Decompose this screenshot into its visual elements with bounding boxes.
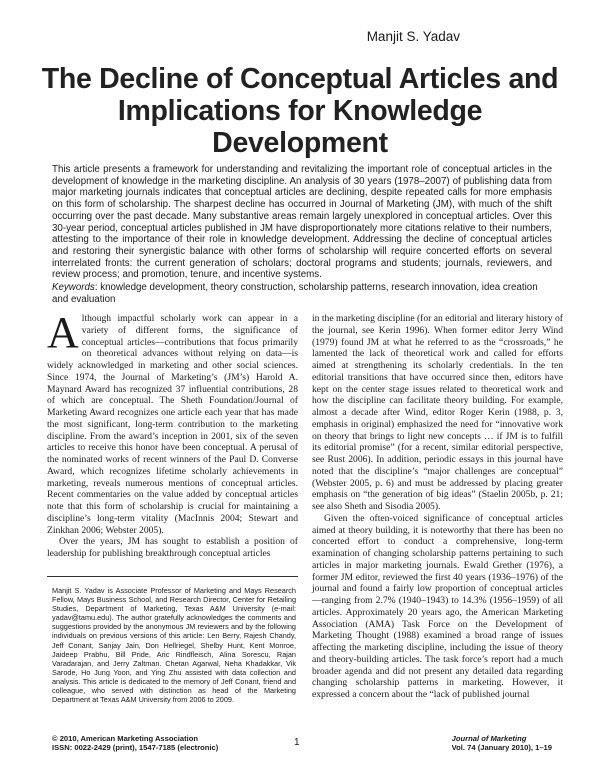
copyright-line: © 2010, American Marketing Association xyxy=(52,734,198,743)
footer-right xyxy=(452,734,552,753)
article-title: The Decline of Conceptual Articles and Implications for Knowledge Development xyxy=(41,63,559,159)
page-number: 1 xyxy=(294,737,300,748)
paragraph-text: lthough impactful scholarly work can appear in a variety of different forms, the significance of conceptual articles—contributions that focus primarily on theoretical advances without relying on data—is widely acknowledged in marketing and other social sciences. Since 1974, the Journal of Marketing’s (JM’s) Harold A. Maynard Award has recognized 37 influential contributions, 28 of which are conceptual. The Sheth Foundation/Journal of Marketing Award recognizes one article each year that has made the most significant, long-term contribution to the marketing discipline. From the award’s inception in 2001, six of the seven articles to receive this honor have been conceptual. A perusal of the nominated works of recent winners of the Paul D. Converse Award, which recognizes lifetime scholarly achievements in marketing, reveals numerous mentions of conceptual articles. Recent commentaries on the value added by conceptual articles note that this form of scholarship is crucial for maintaining a discipline’s long-term vitality (MacInnis 2004; Stewart and Zinkhan 2006; Webster 2005). xyxy=(47,313,298,536)
issn-line: ISSN: 0022-2429 (print), 1547-7185 (electronic) xyxy=(52,743,219,753)
volume-line: Vol. 74 (January 2010), 1–19 xyxy=(451,743,552,753)
body-column-left xyxy=(47,308,298,560)
footer-left xyxy=(52,734,218,753)
body-paragraph xyxy=(47,308,298,536)
author-name: Manjit S. Yadav xyxy=(366,29,460,44)
abstract: This article presents a framework for understanding and revitalizing the important role of conceptual articles in the development of knowledge in the marketing discipline. An analysis of 30 years (1978–2007) of publishing data from major marketing journals indicates that conceptual articles are declining, despite repeated calls for more emphasis on this form of scholarship. The sharpest decline has occurred in Journal of Marketing (JM), with much of the shift occurring over the past decade. Many substantive areas remain largely unexplored in conceptual articles. Over this 30-year period, conceptual articles published in JM have disproportionately more citations relative to their numbers, attesting to the importance of their role in knowledge development. Addressing the decline of conceptual articles and restoring their synergistic balance with other forms of scholarship will require concerted efforts on several interrelated fronts: the current generation of scholars; doctoral programs and students; journals, reviewers, and review process; and promotion, tenure, and incentive systems. xyxy=(52,164,552,281)
footnote-divider xyxy=(47,576,298,577)
body-column-right xyxy=(312,313,563,701)
keywords: Keywords: knowledge development, theory construction, scholarship patterns, research innovation, idea creation and evaluation xyxy=(52,282,538,305)
keywords-label: Keywords xyxy=(52,282,95,293)
keywords-text: knowledge development, theory construction, scholarship patterns, research innovation, idea creation and evaluation xyxy=(52,282,538,305)
body-paragraph: in the marketing discipline (for an editorial and literary history of the journal, see Kerin 1996). When former editor Jerry Wind (1979) found JM at what he referred to as the “crossroads,” he lamented the lack of theoretical work and called for efforts aimed at strengthening its scholarly credentials. In the ten editorial transitions that have occurred since then, editors have kept on the center stage issues related to theoretical work and how the discipline can facilitate theory building. For example, almost a decade after Wind, editor Roger Kerin (1988, p. 3, emphasis in original) emphasized the need for “innovative work on theory that brings to light new concepts … if JM is to fulfill its editorial promise” (for a recent, similar editorial perspective, see Rust 2006). In addition, periodic essays in this journal have noted that the discipline’s “major challenges are conceptual” (Webster 2005, p. 6) and must be addressed by placing greater emphasis on “the generation of big ideas” (Staelin 2005b, p. 21; see also Sheth and Sisodia 2005). xyxy=(312,313,563,512)
body-paragraph: Over the years, JM has sought to establish a position of leadership for publishing breakthrough conceptual articles xyxy=(47,536,298,559)
journal-name: Journal of Marketing xyxy=(451,734,527,743)
body-paragraph: Given the often-voiced significance of conceptual articles aimed at theory building, it is noteworthy that there has been no concerted effort to conduct a comprehensive, long-term examination of changing scholarship patterns pertaining to such articles in major marketing journals. Ewald Grether (1976), a former JM editor, reviewed the first 40 years (1936–1976) of the journal and found a fairly low proportion of conceptual articles—ranging from 2.7% (1940–1943) to 14.3% (1956–1959) of all articles. Approximately 20 years ago, the American Marketing Association (AMA) Task Force on the Development of Marketing Thought (1988) examined a broad range of issues affecting the marketing discipline, including the issue of theory and theory-building articles. The task force’s report had a much broader agenda and did not present any detailed data regarding changing scholarship patterns in marketing. However, it expressed a concern about the “lack of published journal xyxy=(312,512,563,700)
drop-cap: A xyxy=(47,308,79,357)
author-footnote: Manjit S. Yadav is Associate Professor of Marketing and Mays Research Fellow, Mays Business School, and Research Director, Center for Retailing Studies, Department of Marketing, Texas A&M University (e-mail: yadav@tamu.edu). The author gratefully acknowledges the comments and suggestions provided by the anonymous JM reviewers and by the following individuals on previous versions of this article: Len Berry, Rajesh Chandy, Jeff Conant, Sanjay Jain, Don Hellriegel, Shelby Hunt, Kent Monroe, Jaideep Prabhu, Bill Pride, Aric Rindfleisch, Alina Sorescu, Rajan Varadarajan, and Jerry Zaltman. Chetan Agarwal, Neha Khadakkar, Vik Sarode, Ho Jung Yoon, and Ying Zhu assisted with data collection and analysis. This article is dedicated to the memory of Jeff Conant, friend and colleague, who served with distinction as head of the Marketing Department at Texas A&M University from 2006 to 2009. xyxy=(52,586,296,705)
